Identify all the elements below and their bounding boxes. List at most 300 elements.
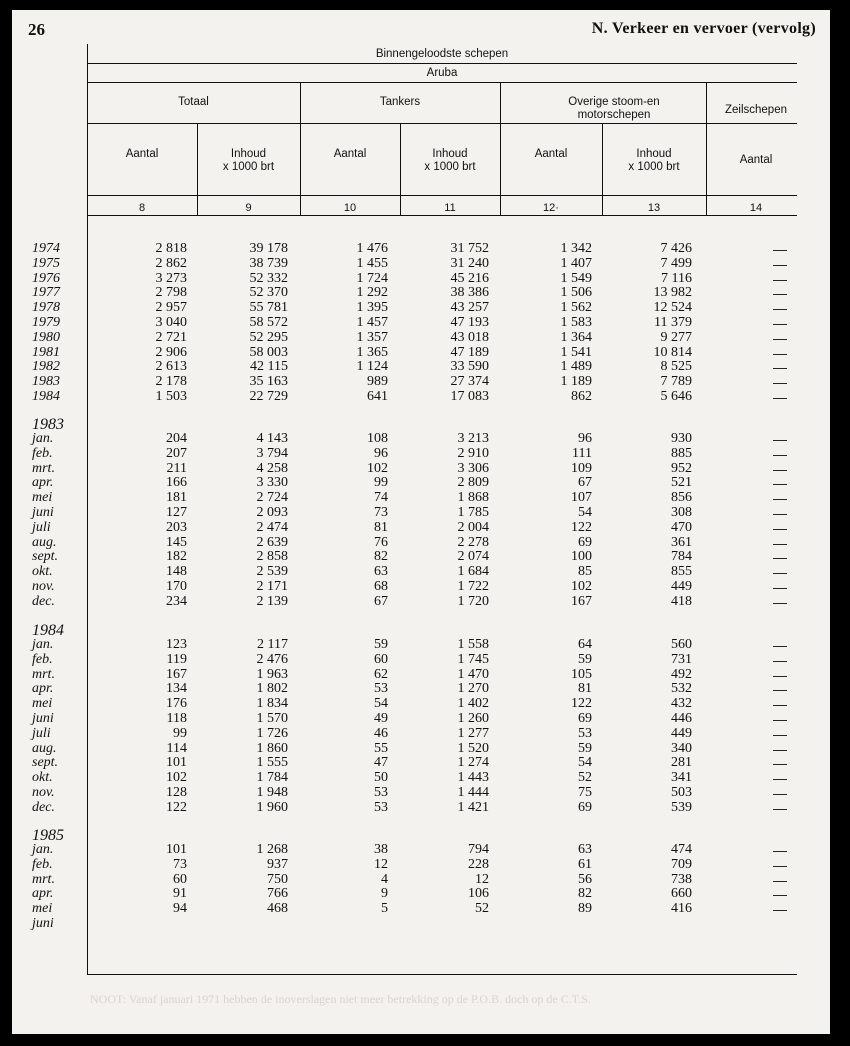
cell-c9: 2 139 <box>256 593 288 609</box>
cell-c9: 766 <box>267 886 288 902</box>
cell-c13: 474 <box>671 842 692 857</box>
cell-c10: 989 <box>367 374 388 390</box>
cell-c8: 167 <box>166 666 187 682</box>
cell-c9: 2 171 <box>256 579 288 594</box>
cell-c13: 449 <box>671 725 692 741</box>
cell-c13: 9 277 <box>660 329 692 345</box>
cell-c14: — <box>773 842 787 858</box>
subheader-aantal-10: Aantal <box>333 148 367 160</box>
cell-c12: 1 541 <box>560 344 592 360</box>
cell-c12: 1 189 <box>560 374 592 390</box>
cell-c8: 101 <box>166 755 187 771</box>
cell-c13: 12 524 <box>653 300 692 316</box>
cell-c10: 60 <box>374 651 388 667</box>
cell-c13: 560 <box>671 637 692 652</box>
cell-c13: 7 789 <box>660 374 692 390</box>
cell-c13: 709 <box>671 856 692 872</box>
cell-c14: — <box>773 344 787 361</box>
cell-c13: 281 <box>671 755 692 771</box>
cell-c8: 1 503 <box>155 389 187 404</box>
row-label: dec. <box>32 799 55 815</box>
cell-c8: 134 <box>166 681 187 697</box>
cell-c12: 105 <box>571 666 592 682</box>
cell-c8: 145 <box>166 534 187 550</box>
page <box>12 10 830 1034</box>
cell-c9: 42 115 <box>250 359 288 375</box>
cell-c13: 470 <box>671 519 692 535</box>
subgroup-title: Aruba <box>426 67 458 79</box>
cell-c11: 1 720 <box>457 593 489 609</box>
cell-c13: 855 <box>671 564 692 580</box>
category-tankers: Tankers <box>379 96 421 108</box>
cell-c13: 8 525 <box>660 359 692 375</box>
cell-c8: 2 818 <box>155 241 187 256</box>
cell-c13: 503 <box>671 785 692 800</box>
cell-c10: 49 <box>374 711 388 726</box>
cell-c14: — <box>773 901 787 918</box>
cell-c12: 53 <box>578 725 592 741</box>
cell-c14: — <box>773 564 787 581</box>
cell-c8: 2 798 <box>155 285 187 301</box>
cell-c8: 73 <box>173 856 187 872</box>
cell-c10: 68 <box>374 579 388 594</box>
cell-c10: 53 <box>374 799 388 815</box>
cell-c8: 99 <box>173 725 187 741</box>
cell-c11: 33 590 <box>450 359 489 375</box>
row-label: juni <box>32 711 54 726</box>
cell-c14: — <box>773 519 787 536</box>
cell-c8: 3 273 <box>155 270 187 286</box>
row-label: 1974 <box>32 241 60 256</box>
cell-c8: 207 <box>166 445 187 461</box>
cell-c12: 59 <box>578 740 592 756</box>
cell-c11: 43 018 <box>450 329 489 345</box>
cell-c11: 12 <box>475 871 489 887</box>
row-label: feb. <box>32 651 53 667</box>
cell-c9: 55 781 <box>249 300 288 316</box>
cell-c14: — <box>773 799 787 816</box>
cell-c12: 862 <box>571 389 592 404</box>
cell-c10: 55 <box>374 740 388 756</box>
row-label: nov. <box>32 579 55 594</box>
subheader-inhoud-11: Inhoud x 1000 brt <box>424 148 476 173</box>
year-heading-1985: 1985 <box>32 827 64 844</box>
cell-c14: — <box>773 681 787 698</box>
cell-c13: 340 <box>671 740 692 756</box>
cell-c9: 1 555 <box>256 755 288 771</box>
cell-c9: 937 <box>267 856 288 872</box>
row-label: mei <box>32 696 53 712</box>
cell-c11: 1 722 <box>457 579 489 594</box>
row-label: mrt. <box>32 460 55 476</box>
row-label: mrt. <box>32 871 55 887</box>
cell-c14: — <box>773 300 787 317</box>
cell-c14: — <box>773 725 787 742</box>
cell-c8: 234 <box>166 593 187 609</box>
cell-c13: 738 <box>671 871 692 887</box>
cell-c12: 67 <box>578 475 592 491</box>
cell-c9: 3 330 <box>256 475 288 491</box>
cell-c9: 2 476 <box>256 651 288 667</box>
cell-c10: 50 <box>374 770 388 786</box>
cell-c10: 59 <box>374 637 388 652</box>
cell-c13: 5 646 <box>660 389 692 404</box>
cell-c11: 38 386 <box>450 285 489 301</box>
cell-c9: 58 572 <box>249 315 288 330</box>
cell-c14: — <box>773 315 787 331</box>
row-label: 1982 <box>32 359 60 375</box>
cell-c13: 731 <box>671 651 692 667</box>
cell-c11: 1 274 <box>457 755 489 771</box>
cell-c11: 2 910 <box>457 445 489 461</box>
cell-c11: 31 240 <box>450 255 489 271</box>
cell-c8: 128 <box>166 785 187 800</box>
rule-category <box>87 123 797 124</box>
row-label: okt. <box>32 770 53 786</box>
cell-c9: 52 370 <box>249 285 288 301</box>
row-label: apr. <box>32 681 54 697</box>
cell-c14: — <box>773 666 787 683</box>
cell-c10: 4 <box>381 871 388 887</box>
cell-c8: 127 <box>166 505 187 520</box>
cell-c10: 1 476 <box>356 241 388 256</box>
cell-c9: 2 093 <box>256 505 288 520</box>
cell-c8: 2 613 <box>155 359 187 375</box>
cell-c13: 856 <box>671 490 692 506</box>
row-label: juli <box>32 519 51 535</box>
cell-c13: 341 <box>671 770 692 786</box>
cell-c12: 52 <box>578 770 592 786</box>
cell-c8: 176 <box>166 696 187 712</box>
cell-c9: 2 724 <box>256 490 288 506</box>
cell-c8: 123 <box>166 637 187 652</box>
cell-c14: — <box>773 270 787 287</box>
cell-c8: 60 <box>173 871 187 887</box>
cell-c11: 794 <box>468 842 489 857</box>
rule-colnum-bottom <box>87 215 797 216</box>
subheader-aantal-12: Aantal <box>534 148 568 160</box>
cell-c12: 69 <box>578 534 592 550</box>
cell-c11: 17 083 <box>450 389 489 404</box>
cell-c12: 109 <box>571 460 592 476</box>
cell-c10: 46 <box>374 725 388 741</box>
cell-c11: 3 213 <box>457 431 489 446</box>
cell-c14: — <box>773 490 787 507</box>
cell-c9: 1 784 <box>256 770 288 786</box>
cell-c11: 1 402 <box>457 696 489 712</box>
cell-c12: 82 <box>578 886 592 902</box>
cell-c14: — <box>773 374 787 391</box>
cell-c8: 94 <box>173 901 187 917</box>
cell-c8: 2 721 <box>155 329 187 345</box>
subheader-inhoud-9: Inhoud x 1000 brt <box>222 148 275 173</box>
column-number-11: 11 <box>444 202 456 214</box>
cell-c9: 58 003 <box>249 344 288 360</box>
row-label: mrt. <box>32 666 55 682</box>
cell-c11: 47 189 <box>450 344 489 360</box>
row-label: 1976 <box>32 270 60 286</box>
row-label: mei <box>32 490 53 506</box>
row-label: 1983 <box>32 374 60 390</box>
cell-c9: 1 268 <box>256 842 288 857</box>
row-label: aug. <box>32 740 57 756</box>
cell-c9: 2 539 <box>256 564 288 580</box>
cell-c10: 99 <box>374 475 388 491</box>
cell-c13: 532 <box>671 681 692 697</box>
footnote: NOOT: Vanaf januari 1971 hebben de inoverslagen niet meer betrekking op de P.O.B. doch op de C.T.S. <box>90 992 591 1006</box>
cell-c13: 521 <box>671 475 692 491</box>
cell-c10: 62 <box>374 666 388 682</box>
table-left-border <box>87 44 88 974</box>
cell-c14: — <box>773 579 787 595</box>
cell-c14: — <box>773 359 787 376</box>
cell-c12: 111 <box>572 445 592 461</box>
cell-c13: 13 982 <box>653 285 692 301</box>
cell-c12: 56 <box>578 871 592 887</box>
cell-c14: — <box>773 445 787 462</box>
row-label: jan. <box>32 637 54 652</box>
row-label: jan. <box>32 842 54 857</box>
cell-c11: 1 444 <box>457 785 489 800</box>
cell-c13: 446 <box>671 711 692 726</box>
cell-c10: 1 395 <box>356 300 388 316</box>
row-label: 1984 <box>32 389 60 404</box>
cell-c11: 1 868 <box>457 490 489 506</box>
row-label: feb. <box>32 445 53 461</box>
cell-c11: 2 809 <box>457 475 489 491</box>
cell-c11: 47 193 <box>450 315 489 330</box>
cell-c12: 167 <box>571 593 592 609</box>
table-bottom-border <box>87 974 797 975</box>
cell-c9: 39 178 <box>249 241 288 256</box>
column-number-8: 8 <box>138 202 146 214</box>
cell-c12: 64 <box>578 637 592 652</box>
cell-c10: 38 <box>374 842 388 857</box>
cell-c10: 108 <box>367 431 388 446</box>
cell-c11: 31 752 <box>450 241 489 256</box>
cell-c8: 2 957 <box>155 300 187 316</box>
subheader-inhoud-13: Inhoud x 1000 brt <box>628 148 680 173</box>
cell-c10: 5 <box>381 901 388 917</box>
cell-c13: 930 <box>671 431 692 446</box>
cell-c14: — <box>773 285 787 302</box>
cell-c10: 54 <box>374 696 388 712</box>
cell-c11: 45 216 <box>450 270 489 286</box>
row-label: 1977 <box>32 285 60 301</box>
cell-c8: 203 <box>166 519 187 535</box>
cell-c11: 1 270 <box>457 681 489 697</box>
cell-c11: 1 558 <box>457 637 489 652</box>
page-number: 26 <box>28 20 45 39</box>
cell-c14: — <box>773 505 787 521</box>
cell-c14: — <box>773 770 787 787</box>
cell-c10: 641 <box>367 389 388 404</box>
cell-c14: — <box>773 785 787 801</box>
row-label: jan. <box>32 431 54 446</box>
cell-c11: 43 257 <box>450 300 489 316</box>
cell-c9: 750 <box>267 871 288 887</box>
cell-c9: 22 729 <box>249 389 288 404</box>
cell-c9: 1 963 <box>256 666 288 682</box>
cell-c9: 1 948 <box>256 785 288 800</box>
row-label: sept. <box>32 549 59 565</box>
cell-c11: 2 278 <box>457 534 489 550</box>
cell-c8: 211 <box>166 460 187 476</box>
cell-c12: 54 <box>578 755 592 771</box>
cell-c12: 1 342 <box>560 241 592 256</box>
row-label: 1980 <box>32 329 60 345</box>
column-number-14: 14 <box>749 202 763 214</box>
year-heading-1983: 1983 <box>32 416 64 433</box>
cell-c8: 2 906 <box>155 344 187 360</box>
cell-c8: 204 <box>166 431 187 446</box>
cell-c8: 101 <box>166 842 187 857</box>
cell-c10: 47 <box>374 755 388 771</box>
cell-c9: 1 726 <box>256 725 288 741</box>
cell-c11: 2 074 <box>457 549 489 565</box>
cell-c13: 361 <box>671 534 692 550</box>
cell-c9: 1 802 <box>256 681 288 697</box>
cell-c9: 3 794 <box>256 445 288 461</box>
cell-c9: 2 474 <box>256 519 288 535</box>
cell-c8: 119 <box>166 651 187 667</box>
cell-c14: — <box>773 241 787 257</box>
row-label: feb. <box>32 856 53 872</box>
cell-c8: 102 <box>166 770 187 786</box>
column-number-12: 12· <box>543 202 559 214</box>
cell-c14: — <box>773 886 787 903</box>
cell-c10: 76 <box>374 534 388 550</box>
cell-c12: 63 <box>578 842 592 857</box>
cell-c9: 1 860 <box>256 740 288 756</box>
cell-c13: 308 <box>671 505 692 520</box>
cell-c10: 12 <box>374 856 388 872</box>
category-overige: Overige stoom-en motorschepen <box>568 96 660 121</box>
cell-c12: 69 <box>578 711 592 726</box>
cell-c12: 61 <box>578 856 592 872</box>
cell-c12: 54 <box>578 505 592 520</box>
cell-c9: 1 570 <box>256 711 288 726</box>
row-label: juni <box>32 916 54 931</box>
cell-c11: 1 470 <box>457 666 489 682</box>
cell-c14: — <box>773 534 787 551</box>
cell-c12: 102 <box>571 579 592 594</box>
cell-c11: 1 260 <box>457 711 489 726</box>
cell-c14: — <box>773 740 787 757</box>
cell-c11: 27 374 <box>450 374 489 390</box>
cell-c10: 1 365 <box>356 344 388 360</box>
year-heading-1984: 1984 <box>32 622 64 639</box>
row-label: sept. <box>32 755 59 771</box>
cell-c12: 1 583 <box>560 315 592 330</box>
row-label: apr. <box>32 886 54 902</box>
cell-c9: 2 117 <box>257 637 288 652</box>
cell-c12: 1 407 <box>560 255 592 271</box>
category-zeilschepen: Zeilschepen <box>724 104 787 116</box>
cell-c13: 7 499 <box>660 255 692 271</box>
cell-c8: 2 862 <box>155 255 187 271</box>
cell-c13: 416 <box>671 901 692 917</box>
cell-c11: 52 <box>475 901 489 917</box>
cell-c9: 52 295 <box>249 329 288 345</box>
cell-c9: 2 858 <box>256 549 288 565</box>
category-totaal: Totaal <box>178 96 209 108</box>
cell-c10: 102 <box>367 460 388 476</box>
cell-c12: 1 562 <box>560 300 592 316</box>
cell-c13: 784 <box>671 549 692 565</box>
cell-c9: 35 163 <box>249 374 288 390</box>
cell-c8: 166 <box>166 475 187 491</box>
cell-c11: 1 684 <box>457 564 489 580</box>
cell-c10: 81 <box>374 519 388 535</box>
cell-c12: 122 <box>571 696 592 712</box>
rule-group <box>87 63 797 64</box>
cell-c8: 182 <box>166 549 187 565</box>
cell-c13: 539 <box>671 799 692 815</box>
cell-c8: 91 <box>173 886 187 902</box>
row-label: 1978 <box>32 300 60 316</box>
cell-c14: — <box>773 593 787 610</box>
cell-c13: 7 426 <box>660 241 692 256</box>
subheader-aantal-14: Aantal <box>739 154 773 166</box>
cell-c13: 885 <box>671 445 692 461</box>
cell-c9: 4 143 <box>256 431 288 446</box>
cell-c11: 1 443 <box>457 770 489 786</box>
cell-c10: 74 <box>374 490 388 506</box>
cell-c14: — <box>773 856 787 873</box>
cell-c14: — <box>773 696 787 713</box>
cell-c14: — <box>773 871 787 888</box>
cell-c8: 2 178 <box>155 374 187 390</box>
cell-c11: 1 785 <box>457 505 489 520</box>
cell-c12: 81 <box>578 681 592 697</box>
cell-c10: 9 <box>381 886 388 902</box>
cell-c14: — <box>773 755 787 772</box>
cell-c11: 1 421 <box>457 799 489 815</box>
cell-c13: 10 814 <box>653 344 692 360</box>
cell-c13: 418 <box>671 593 692 609</box>
cell-c13: 952 <box>671 460 692 476</box>
cell-c14: — <box>773 711 787 727</box>
cell-c14: — <box>773 329 787 346</box>
cell-c10: 73 <box>374 505 388 520</box>
cell-c14: — <box>773 637 787 653</box>
cell-c9: 1 834 <box>256 696 288 712</box>
cell-c14: — <box>773 549 787 566</box>
cell-c12: 1 489 <box>560 359 592 375</box>
row-label: aug. <box>32 534 57 550</box>
cell-c12: 85 <box>578 564 592 580</box>
cell-c11: 2 004 <box>457 519 489 535</box>
row-label: apr. <box>32 475 54 491</box>
row-label: dec. <box>32 593 55 609</box>
subheader-aantal-8: Aantal <box>125 148 159 160</box>
cell-c10: 1 357 <box>356 329 388 345</box>
cell-c9: 468 <box>267 901 288 917</box>
cell-c12: 122 <box>571 519 592 535</box>
cell-c9: 52 332 <box>249 270 288 286</box>
cell-c10: 96 <box>374 445 388 461</box>
cell-c9: 38 739 <box>249 255 288 271</box>
cell-c10: 1 292 <box>356 285 388 301</box>
cell-c9: 2 639 <box>256 534 288 550</box>
cell-c11: 106 <box>468 886 489 902</box>
cell-c14: — <box>773 255 787 272</box>
cell-c10: 1 457 <box>356 315 388 330</box>
cell-c12: 107 <box>571 490 592 506</box>
column-number-9: 9 <box>245 202 252 214</box>
cell-c10: 1 724 <box>356 270 388 286</box>
